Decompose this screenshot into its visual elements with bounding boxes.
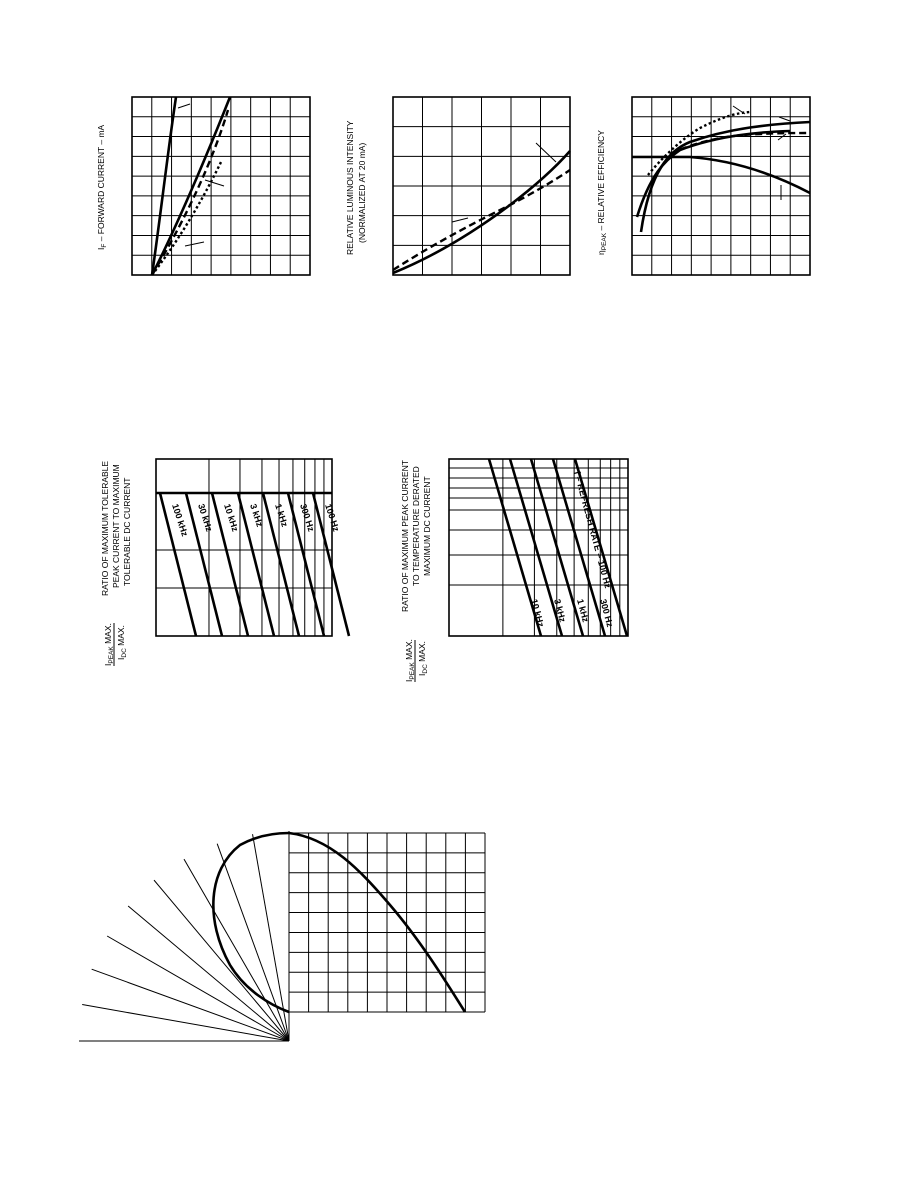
luminous-intensity-leader [452,218,468,222]
forward-current-leader [178,104,190,108]
peak-ratio-curve-label: 10 kHz [222,502,241,533]
derated-ratio-curve-label: 10 kHz [529,597,547,629]
derated-ratio-fraction-numerator: $I_{PEAK}$ MAX. [404,639,416,682]
luminous-intensity-chart [345,97,570,275]
derated-ratio-curve-label: 300 Hz [598,597,616,629]
luminous-intensity-leader [536,143,556,162]
peak-ratio-fraction-denominator: $I_{DC}$ MAX. [116,625,128,660]
peak-ratio-fraction-numerator: $I_{PEAK}$ MAX. [103,623,115,666]
derated-ratio-rate-label: f – REFRESH RATE – 100 Hz [572,469,614,590]
forward-current-grid [132,97,310,275]
rect-grid [289,833,485,1012]
radiation-pattern-rect-curve [289,833,465,1012]
luminous-intensity-y-label-1: RELATIVE LUMINOUS INTENSITY [345,120,355,255]
peak-ratio-frame [156,459,332,636]
radiation-pattern-polar-curve [213,833,289,1012]
luminous-intensity-y-label-2: (NORMALIZED AT 20 mA) [357,142,367,243]
forward-current-leader [185,242,204,246]
efficiency-y-axis-label: $\eta_{PEAK}$ – RELATIVE EFFICIENCY [596,130,608,255]
derated-ratio-chart [400,459,628,682]
efficiency-chart [596,97,810,275]
peak-ratio-grid [156,459,332,636]
peak-ratio-curve-label: 1 kHz [273,502,290,528]
forward-current-leader [205,180,224,186]
forward-current-y-axis-label: $I_F$ – FORWARD CURRENT – mA [96,124,108,250]
peak-ratio-y-label-2: PEAK CURRENT TO MAXIMUM [111,464,121,588]
radiation-pattern-chart [79,831,485,1041]
peak-ratio-y-label-1: RATIO OF MAXIMUM TOLERABLE [100,460,110,596]
derated-ratio-fraction-denominator: $I_{DC}$ MAX. [417,641,429,676]
forward-current-chart [96,97,310,275]
peak-current-ratio-chart [100,459,349,666]
luminous-intensity-grid [393,97,570,275]
polar-grid [79,831,289,1041]
peak-ratio-y-label-3: TOLERABLE DC CURRENT [122,477,132,586]
peak-ratio-curve-label: 100 kHz [170,502,190,538]
derated-ratio-curve-label: 1 kHz [575,597,591,624]
forward-current-frame [132,97,310,275]
derated-ratio-y-label-1: RATIO OF MAXIMUM PEAK CURRENT [400,460,410,612]
efficiency-leader [779,117,790,121]
derated-ratio-curves [489,459,627,636]
peak-ratio-curves [156,493,349,636]
derated-ratio-y-label-2: TO TEMPERATURE DERATED [411,466,421,586]
peak-ratio-curve-label: 30 kHz [196,502,215,533]
peak-ratio-curve-label: 100 Hz [323,502,342,533]
peak-ratio-curve-label: 3 kHz [248,502,265,528]
derated-ratio-y-label-3: MAXIMUM DC CURRENT [422,476,432,576]
derated-ratio-curve-label: 3 kHz [552,597,568,624]
peak-ratio-curve-label: 300 Hz [298,502,317,533]
